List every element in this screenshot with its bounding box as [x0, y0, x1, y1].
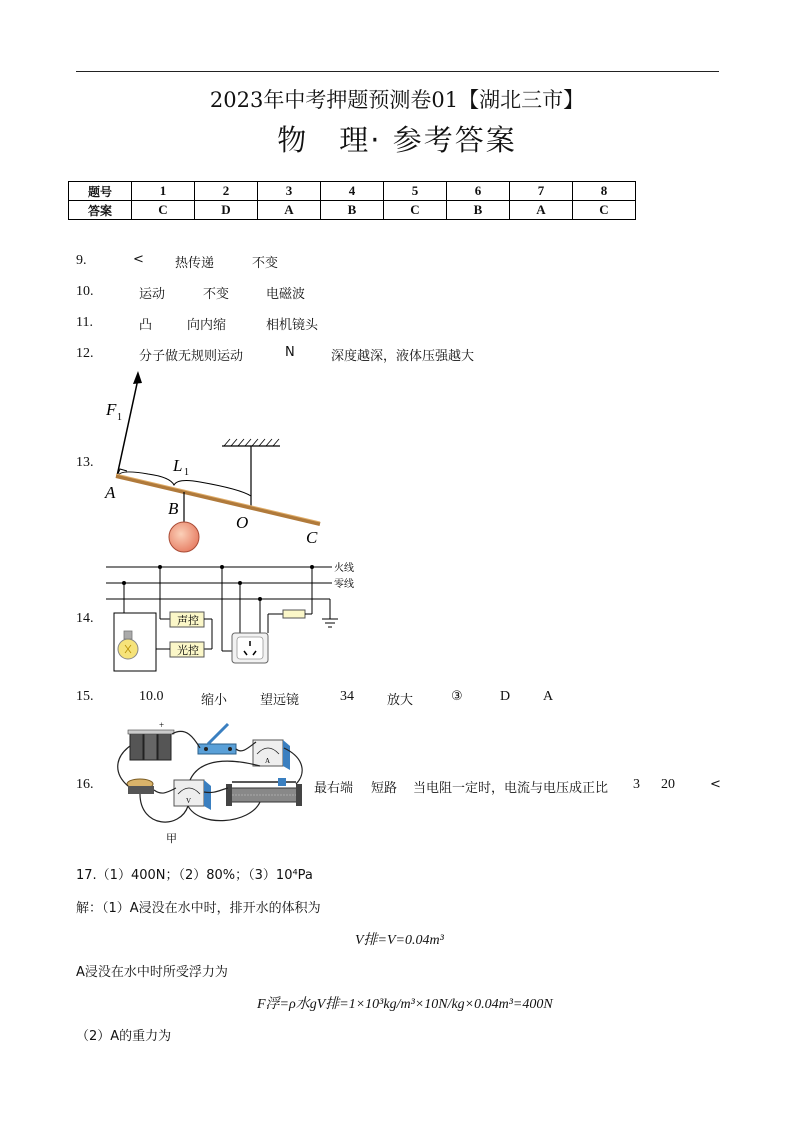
- q11-answer-1: 凸: [139, 318, 153, 333]
- q15-answer-6: ③: [451, 689, 463, 704]
- fuse-icon: [283, 610, 305, 618]
- q17-answer-line: 17.（1）400N；（2）80%；（3）10⁴Pa: [76, 868, 313, 883]
- voltmeter-icon: [174, 780, 211, 810]
- circuit-diagram: [100, 557, 370, 677]
- table-cell: 8: [573, 182, 636, 201]
- point-a-label: A: [105, 483, 116, 502]
- q11-number: 11.: [76, 315, 93, 330]
- q17-step-2: A浸没在水中时所受浮力为: [76, 965, 228, 980]
- point-b-label: B: [168, 499, 179, 518]
- q16-answer-2: 短路: [371, 781, 398, 796]
- length-label: L: [173, 456, 183, 475]
- table-cell: 2: [195, 182, 258, 201]
- q15-answer-5: 放大: [387, 693, 414, 708]
- lever-diagram: [100, 365, 340, 565]
- q17-solution-intro: 解：（1）A浸没在水中时，排开水的体积为: [76, 901, 321, 916]
- table-cell: 5: [384, 182, 447, 201]
- table-cell: C: [384, 201, 447, 220]
- table-cell: 4: [321, 182, 384, 201]
- force-arrow-line: [117, 379, 138, 476]
- switch-icon: [198, 724, 236, 754]
- force-subscript: 1: [117, 412, 122, 423]
- table-cell: C: [132, 201, 195, 220]
- svg-text:A: A: [265, 757, 271, 765]
- battery-icon: [128, 720, 174, 760]
- table-header-cell: 答案: [69, 201, 132, 220]
- q9-answer-3: 不变: [252, 256, 279, 271]
- q10-number: 10.: [76, 284, 94, 299]
- q14-number: 14.: [76, 611, 94, 626]
- table-cell: A: [510, 201, 573, 220]
- q16-answer-4: 3: [633, 777, 640, 792]
- q9-answer-2: 热传递: [175, 256, 215, 271]
- q11-answer-2: 向内缩: [187, 318, 227, 333]
- page-title: 2023年中考押题预测卷01【湖北三市】: [209, 88, 585, 112]
- point-o-label: O: [236, 513, 249, 532]
- light-switch-label: 光控: [177, 645, 199, 657]
- q12-answer-1: 分子做无规则运动: [139, 349, 244, 364]
- table-cell: 3: [258, 182, 321, 201]
- table-header-cell: 题号: [69, 182, 132, 201]
- svg-text:V: V: [186, 797, 192, 805]
- q15-answer-4: 34: [340, 689, 354, 704]
- table-cell: B: [447, 201, 510, 220]
- q12-answer-2: N: [285, 345, 295, 360]
- q17-equation-1: V排=V=0.04m³: [355, 933, 444, 948]
- q9-number: 9.: [76, 253, 87, 268]
- q16-answer-6: <: [710, 777, 721, 792]
- q16-number: 16.: [76, 777, 94, 792]
- ceiling-hatch: [224, 439, 279, 446]
- q15-answer-2: 缩小: [201, 693, 228, 708]
- arrow-head-icon: [133, 371, 142, 384]
- table-row-numbers: [69, 182, 636, 201]
- header-rule: [76, 71, 719, 72]
- point-c-label: C: [306, 528, 318, 547]
- lever-bar: [116, 476, 320, 524]
- q16-answer-3: 当电阻一定时，电流与电压成正比: [413, 781, 609, 796]
- force-label: F: [106, 400, 117, 419]
- q10-answer-3: 电磁波: [266, 287, 306, 302]
- q9-answer-1: <: [133, 252, 144, 267]
- table-cell: A: [258, 201, 321, 220]
- q17-step-3: （2）A的重力为: [76, 1029, 172, 1044]
- q13-number: 13.: [76, 455, 94, 470]
- table-cell: 1: [132, 182, 195, 201]
- q16-answer-5: 20: [661, 777, 675, 792]
- resistor-icon: [127, 779, 154, 794]
- q12-number: 12.: [76, 346, 94, 361]
- figure-label: 甲: [166, 833, 177, 845]
- table-cell: 6: [447, 182, 510, 201]
- rheostat-icon: [226, 778, 302, 806]
- table-row-answers: [69, 201, 636, 220]
- table-cell: D: [195, 201, 258, 220]
- q17-equation-2: F浮=ρ水gV排=1×10³kg/m³×10N/kg×0.04m³=400N: [257, 997, 553, 1012]
- table-cell: B: [321, 201, 384, 220]
- q15-answer-7: D: [500, 689, 511, 704]
- svg-text:+: +: [159, 720, 165, 730]
- q10-answer-1: 运动: [139, 287, 166, 302]
- q15-number: 15.: [76, 689, 94, 704]
- q16-answer-1: 最右端: [314, 781, 354, 796]
- live-wire-label: 火线: [334, 563, 354, 574]
- q15-answer-8: A: [543, 689, 554, 704]
- q11-answer-3: 相机镜头: [266, 318, 319, 333]
- hanging-ball: [169, 522, 199, 552]
- answer-table: [68, 181, 636, 220]
- length-subscript: 1: [184, 467, 189, 478]
- sound-switch-label: 声控: [177, 615, 199, 627]
- experiment-diagram: [110, 718, 310, 848]
- q10-answer-2: 不变: [203, 287, 230, 302]
- q15-answer-1: 10.0: [139, 689, 164, 704]
- table-cell: 7: [510, 182, 573, 201]
- neutral-wire-label: 零线: [334, 579, 354, 590]
- lever-highlight: [116, 474, 320, 522]
- table-cell: C: [573, 201, 636, 220]
- page-subtitle: 物 理· 参考答案: [277, 123, 517, 157]
- q12-answer-3: 深度越深，液体压强越大: [331, 349, 475, 364]
- q15-answer-3: 望远镜: [260, 693, 300, 708]
